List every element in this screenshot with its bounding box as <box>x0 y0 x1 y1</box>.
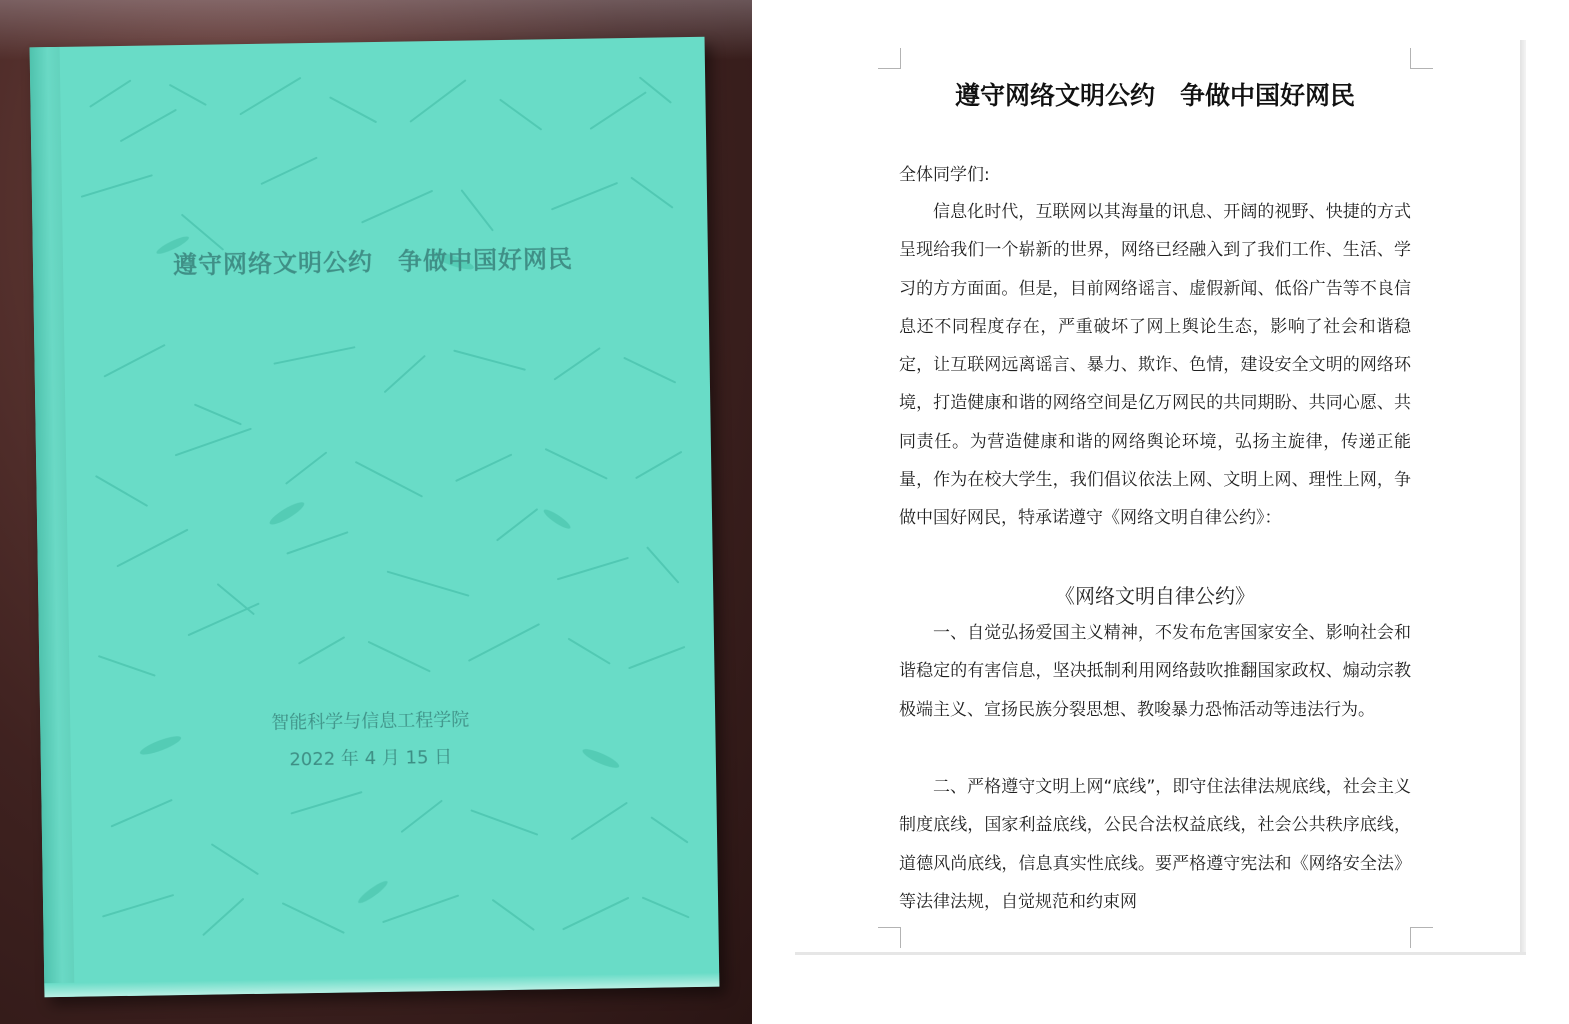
cover-title: 遵守网络文明公约 争做中国好网民 <box>172 243 574 280</box>
page-shadow-right <box>1520 40 1526 955</box>
article-1: 一、自觉弘扬爱国主义精神，不发布危害国家安全、影响社会和谐稳定的有害信息，坚决抵制利用网络鼓吹推翻国家政权、煽动宗教极端主义、宣扬民族分裂思想、教唆暴力恐怖活动等违法行为。 <box>899 623 1411 720</box>
document-title: 遵守网络文明公约 争做中国好网民 <box>954 81 1355 110</box>
crop-mark-top-left <box>878 48 901 69</box>
booklet-cover <box>30 37 720 997</box>
cover-photo <box>0 0 752 1024</box>
cover-organization: 智能科学与信息工程学院 <box>271 709 470 734</box>
cover-date: 2022 年 4 月 15 日 <box>289 746 453 771</box>
intro-paragraph: 信息化时代，互联网以其海量的讯息、开阔的视野、快捷的方式呈现给我们一个崭新的世界，网络已经融入到了我们工作、生活、学习的方方面面。但是，目前网络谣言、虚假新闻、低俗广告等不良信息还不同程度存在，严重破坏了网上舆论生态，影响了社会和谐稳定，让互联网远离谣言、暴力、欺诈、色情，建设安全文明的网络环境，打造健康和谐的网络空间是亿万网民的共同期盼、共同心愿、共同责任。为营造健康和谐的网络舆论环境，弘扬主旋律，传递正能量，作为在校大学生，我们倡议依法上网、文明上网、理性上网，争做中国好网民，特承诺遵守《网络文明自律公约》： <box>899 202 1411 529</box>
article-2: 二、严格遵守文明上网“底线”，即守住法律法规底线，社会主义制度底线，国家利益底线，公民合法权益底线，社会公共秩序底线，道德风尚底线，信息真实性底线。要严格遵守宪法和《网络安全法》等法律法规，自觉规范和约束网 <box>899 777 1411 912</box>
covenant-title: 《网络文明自律公约》 <box>1055 584 1255 608</box>
salutation: 全体同学们: <box>899 165 990 185</box>
cover-texture <box>30 37 720 997</box>
crop-mark-bottom-right <box>1410 927 1433 948</box>
page-shadow-bottom <box>795 952 1526 955</box>
crop-mark-bottom-left <box>878 927 901 948</box>
crop-mark-top-right <box>1410 48 1433 69</box>
